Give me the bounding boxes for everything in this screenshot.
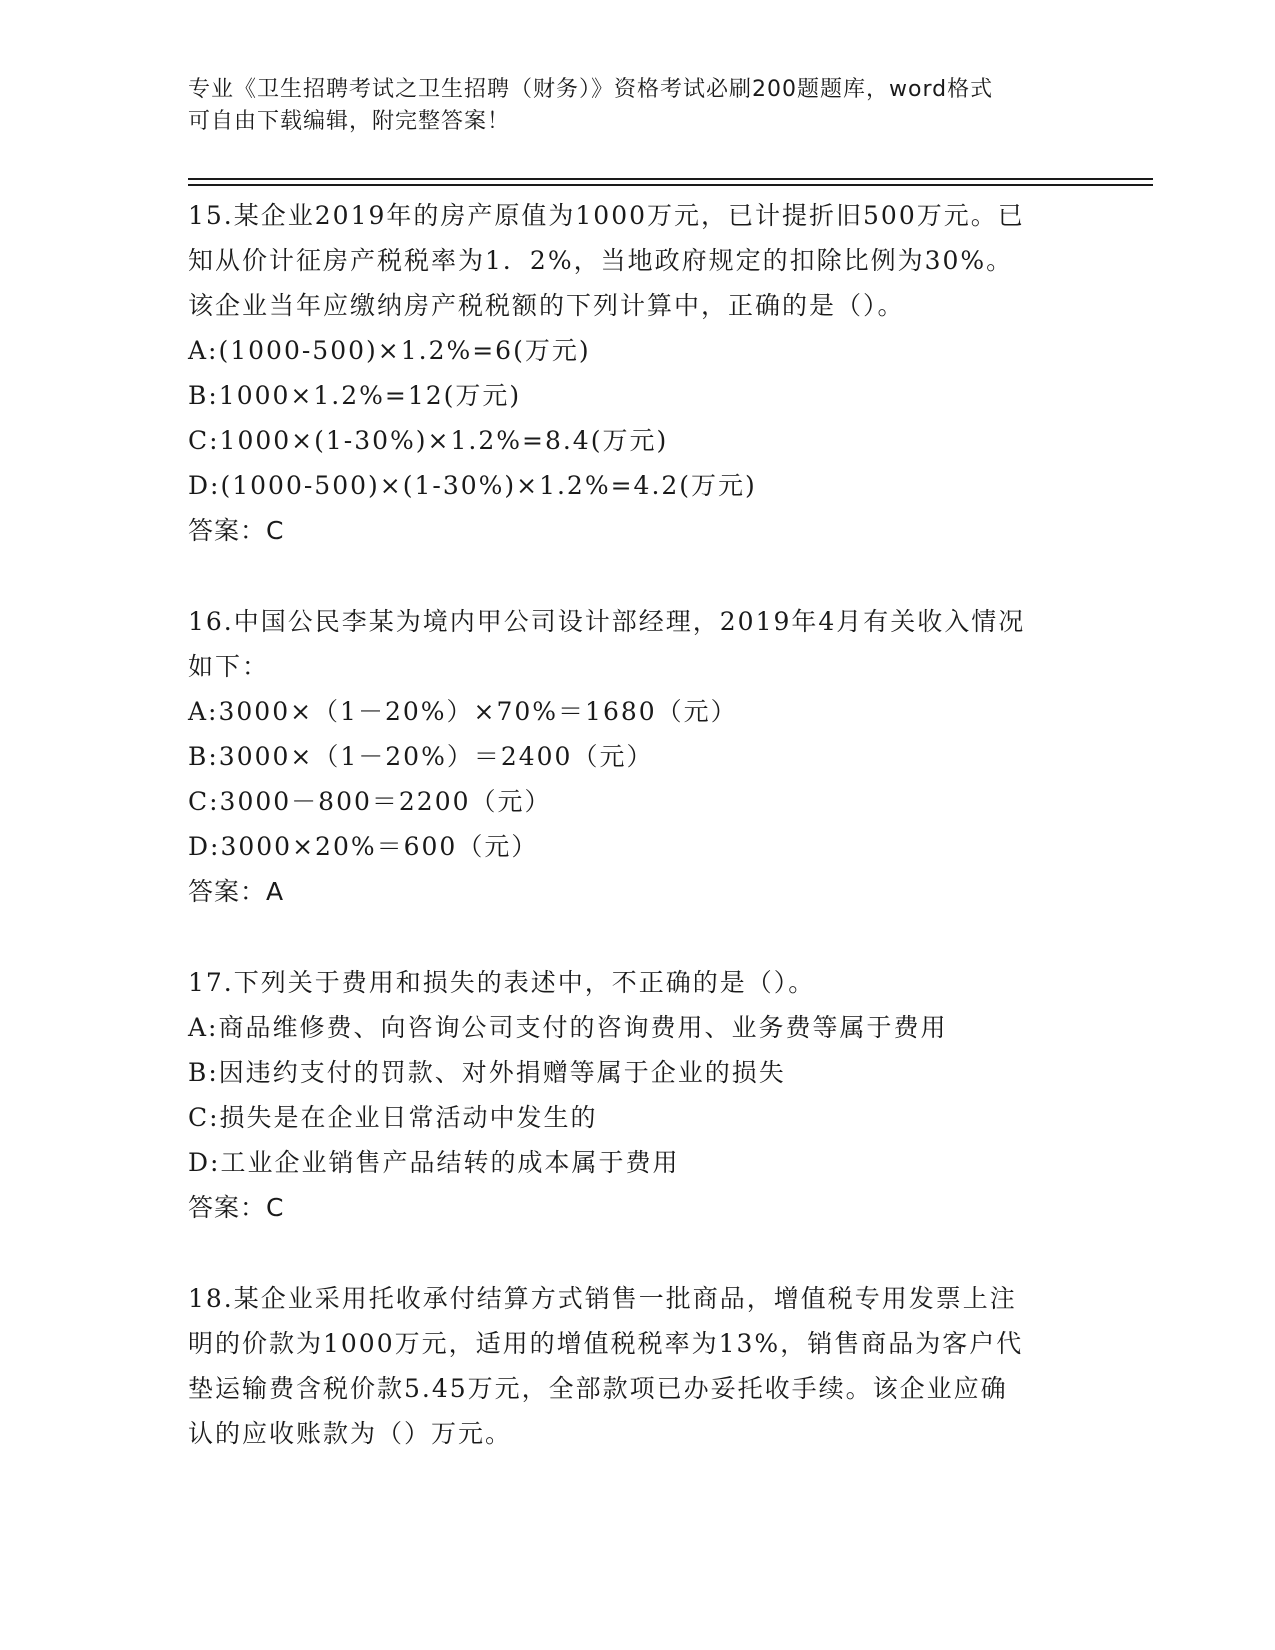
question-stem-line: 16.中国公民李某为境内甲公司设计部经理，2019年4月有关收入情况 xyxy=(188,607,1026,636)
option-a: A:3000×（1－20%）×70%＝1680（元） xyxy=(188,697,738,726)
question-stem-line: 知从价计征房产税税率为1．2%，当地政府规定的扣除比例为30%。 xyxy=(188,246,1014,275)
header-line: 专业《卫生招聘考试之卫生招聘（财务）》资格考试必刷200题题库，word格式 xyxy=(188,77,994,102)
question-list xyxy=(188,193,1088,1456)
spacer xyxy=(188,553,1088,599)
question-stem-line: 18.某企业采用托收承付结算方式销售一批商品，增值税专用发票上注 xyxy=(188,1284,1017,1313)
option-d: D:3000×20%＝600（元） xyxy=(188,832,539,861)
header-line: 可自由下载编辑，附完整答案！ xyxy=(188,109,511,134)
question-stem-line: 17.下列关于费用和损失的表述中，不正确的是（）。 xyxy=(188,968,816,997)
question-stem-line: 该企业当年应缴纳房产税税额的下列计算中，正确的是（）。 xyxy=(188,291,905,320)
spacer xyxy=(188,914,1088,960)
option-b: B:1000×1.2%=12(万元) xyxy=(188,381,522,410)
option-a: A:商品维修费、向咨询公司支付的咨询费用、业务费等属于费用 xyxy=(188,1013,948,1042)
question-18 xyxy=(188,1276,1088,1456)
question-stem-line: 垫运输费含税价款5.45万元，全部款项已办妥托收手续。该企业应确 xyxy=(188,1374,1008,1403)
answer: 答案：C xyxy=(188,1193,285,1222)
option-b: B:因违约支付的罚款、对外捐赠等属于企业的损失 xyxy=(188,1058,786,1087)
question-stem-line: 如下： xyxy=(188,652,270,681)
option-b: B:3000×（1－20%）＝2400（元） xyxy=(188,742,654,771)
option-c: C:3000－800＝2200（元） xyxy=(188,787,552,816)
question-15 xyxy=(188,193,1088,553)
question-stem-line: 明的价款为1000万元，适用的增值税税率为13%，销售商品为客户代 xyxy=(188,1329,1024,1358)
question-17 xyxy=(188,960,1088,1230)
option-c: C:1000×(1-30%)×1.2%=8.4(万元) xyxy=(188,426,669,455)
spacer xyxy=(188,1230,1088,1276)
option-d: D:(1000-500)×(1-30%)×1.2%=4.2(万元) xyxy=(188,471,757,500)
document-header xyxy=(188,74,1088,138)
question-stem-line: 15.某企业2019年的房产原值为1000万元，已计提折旧500万元。已 xyxy=(188,201,1025,230)
option-a: A:(1000-500)×1.2%=6(万元) xyxy=(188,336,591,365)
answer: 答案：A xyxy=(188,877,285,906)
option-d: D:工业企业销售产品结转的成本属于费用 xyxy=(188,1148,680,1177)
header-divider xyxy=(188,184,1153,186)
header-divider xyxy=(188,178,1153,180)
question-16 xyxy=(188,599,1088,914)
answer: 答案：C xyxy=(188,516,285,545)
question-stem-line: 认的应收账款为（）万元。 xyxy=(188,1419,513,1448)
option-c: C:损失是在企业日常活动中发生的 xyxy=(188,1103,598,1132)
